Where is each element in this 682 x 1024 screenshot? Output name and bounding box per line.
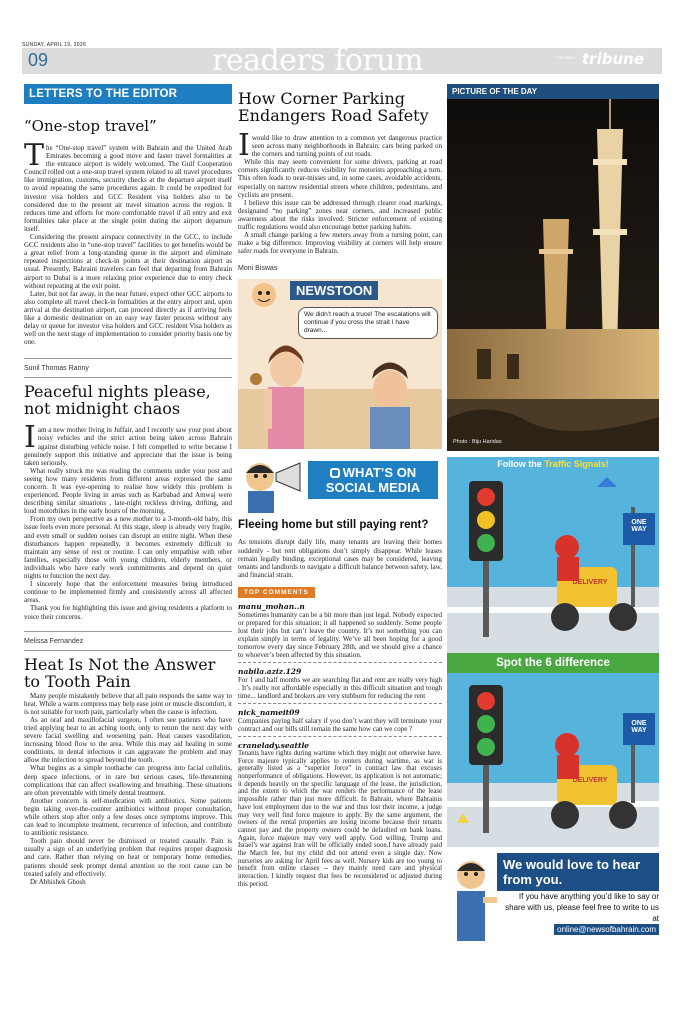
social-media-banner — [238, 455, 442, 515]
label-line: SOCIAL MEDIA — [325, 480, 421, 496]
puzzle-image-bottom — [447, 673, 659, 847]
letter-one-stop-travel — [24, 118, 232, 378]
traffic-scene-illustration-variant — [447, 673, 659, 847]
right-column — [447, 84, 659, 953]
contact-banner: We would love to hear from you. — [497, 853, 659, 891]
top-comments-label: TOP COMMENTS — [238, 587, 315, 598]
divider — [24, 358, 232, 359]
section-title: readers forum — [212, 43, 423, 78]
paragraph: am a new mother living in Juffair, and I recently saw your post about noisy vehicles and the strict action being taken across Bahrain against disturbing vehicle noise. I felt compelled to write because I genuinely support this initiative and appreciate that the issue is being taken seriously. — [24, 426, 232, 467]
newstoon-cartoon — [238, 279, 442, 449]
divider — [238, 703, 442, 704]
paragraph: What really struck me was reading the comments under your post and seeing how many residents from different areas expressed the same concern. It was eye-opening to realise how widely this problem is experienced. People living in areas such as Karbabad and Amwaj were describing similar situations , late-night reckless driving, drifting, and loud motorbikes in the early hours of the morning. — [24, 466, 232, 516]
paragraph: I sincerely hope that the enforcement measures being introduced continue to be implemented firmly and consistently across all affected areas. — [24, 580, 232, 605]
middle-column — [238, 84, 442, 889]
comment — [238, 741, 442, 889]
letter-corner-parking — [238, 90, 442, 272]
contact-box — [447, 853, 659, 953]
page-number: 09 — [28, 50, 49, 70]
letters-header: LETTERS TO THE EDITOR — [24, 84, 232, 104]
comment — [238, 667, 442, 704]
article-title: “One-stop travel” — [24, 117, 157, 135]
byline: Dr Abhishek Ghosh — [30, 877, 86, 886]
comment-author: nabila.aziz.129 — [238, 666, 302, 676]
minaret-photo — [447, 99, 659, 451]
delivery-box-label: DELIVERY — [572, 777, 608, 784]
post-title: Fleeing home but still paying rent? — [238, 519, 429, 532]
byline: Sunil Thomas Ranny — [24, 365, 89, 373]
article-title: Peaceful nights please, not midnight chaos — [24, 382, 211, 419]
social-post — [238, 519, 442, 888]
contact-message: If you have anything you’d like to say or share with us, please feel free to write to us at — [505, 892, 659, 923]
comment — [238, 708, 442, 737]
letter-tooth-pain — [24, 656, 232, 886]
comment-text: For 1 and half months we are searching flat and rent are really very high . It’s really not affordable especially in this difficult situation and tough time... landlord and brokers are very stubborn for reducing the rent — [238, 675, 442, 700]
comment-text: Tenants have rights during wartime which they might not otherwise have. Force majeure typically applies to renters during wartime, as war is generally listed as a “superior force” in contract law that excuses nonperformance of obligations. However, its application is not automatic; it depends heavily on the specific language of the lease, the jurisdiction, and the extent to which the war renders the performance of the lease impossible rather than just more difficult. In Bahrain, where Bahrainis have lost employment due to the war and thus lost their income, a judge may very well find force majeure to apply. By the same argument, the owners of the rental properties are losing income because their tenants cannot pay and the property owners could be defaulted on bank loans. Again, force majeure may very well apply. God willing, Trump and Israel’s war against Iran will be officially ended soon.I have already paid the March fee, but my child did not attend even a single day. Now nurseries are asking for April fees as well. Nursery kids are too young to benefit from online classes -- they mainly need care and physical interaction. I kindly request that fees be reconsidered or adjusted during this period. — [238, 749, 442, 888]
picture-of-the-day-photo — [447, 99, 659, 451]
dropcap: T — [24, 138, 45, 173]
post-intro: As tensions disrupt daily life, many tenants are leaving their homes suddenly - but rent obligations don’t simply disappear. While leases remain legally binding, exceptional cases may be considered, leaving tenants and landlords to navigate a difficult balance between safety, law, and financial strain. — [238, 538, 442, 579]
puzzle-image-top — [447, 457, 659, 653]
social-media-label — [308, 461, 438, 499]
contact-email[interactable]: online@newsofbahrain.com — [554, 924, 659, 935]
paragraph: I believe this issue can be addressed through clearer road markings, designated “no parking” zones near corners, and increased public awareness about the risks involved. Stricter enforcement of existing traffic regulations would also encourage better parking habits. — [238, 198, 442, 232]
paragraph: While this may seem convenient for some drivers, parking at road corners significantly reduces visibility for motorists approaching a turn. This often leads to near-misses and, in some cases, avoidable accidents, especially on narrow residential streets where children, pedestrians, and cyclists are present. — [238, 158, 442, 199]
spot-the-difference-banner: Spot the 6 difference — [447, 653, 659, 673]
puzzle-title — [447, 459, 659, 469]
one-way-sign: ONE WAY — [631, 519, 647, 533]
one-way-sign: ONE WAY — [631, 720, 647, 734]
photo-credit: Photo : Biju Haridas — [453, 439, 502, 445]
article-body — [24, 138, 232, 347]
paragraph: he “One-stop travel” system with Bahrain and the United Arab Emirates becoming a good move and faster travel formalities at the entrance airport is widely welcomed. The Gulf Cooperation Council rolled out a one-stop travel system related to all travel procedures like immigration, customs, security checks at the departure airport itself to avoid repeating the same procedures again. It could be expedited for investor visa holders and GCC Resident visa holders also to be considered due to the present air travel situation across the region. It reduces time and efforts for more comfortable travel if all entry and exit formalities take place at the single point during the airport departure itself. — [24, 144, 232, 233]
letters-column — [24, 84, 232, 886]
paragraph: As an oral and maxillofacial surgeon, I often see patients who have tried applying heat to an aching tooth, only to return the next day with severe facial swelling and worsening pain. Heat causes vasodilation, increasing blood flow to the area. While this may aid healing in some conditions, in dental infections it can aggravate the problem and may allow the infection to spread beyond the tooth. — [24, 715, 232, 765]
paragraph: A small change parking a few meters away from a turning point, can make a big difference. Improving visibility at corners will help ensure safer roads for everyone in Bahrain. — [238, 231, 442, 256]
byline: Moni Biswas — [238, 265, 278, 273]
paragraph: Tooth pain should never be dismissed or treated casually. Pain is usually a sign of an underlying problem that requires proper diagnosis and care. Rather than relying on heat or temporary home remedies, patients should seek prompt dental attention so the root cause can be treated safely and effectively. — [24, 837, 232, 878]
paragraph: Another concern is self-medication with antibiotics. Some patients begin taking over-the-counter antibiotics without proper consultation, while others stop after only a few doses once symptoms improve. This can lead to incomplete treatment, recurrence of infection, and contribute to antibiotic resistance. — [24, 796, 232, 838]
comment-author: nick_nameit09 — [238, 707, 300, 717]
paragraph: What begins as a simple toothache can progress into facial cellulitis, deep space infections, or in rare but serious cases, life-threatening complications that can affect swallowing and breathing. These situations are often preventable with timely dental treatment. — [24, 764, 232, 797]
divider — [24, 631, 232, 632]
comment-author: manu_mohan..n — [238, 601, 305, 611]
article-body — [24, 420, 232, 621]
dateline: SUNDAY, APRIL 19, 2026 — [22, 42, 87, 48]
picture-of-the-day-header: PICTURE OF THE DAY — [447, 84, 659, 99]
comment-author: cranelady.seattle — [238, 740, 310, 750]
divider — [238, 736, 442, 737]
brand-prefix: THE DAILY — [555, 55, 576, 60]
byline: Melissa Fernandez — [24, 637, 84, 645]
comment-text: Sometimes humanity can be a bit more than just legal. Nobody expected or prepared for this situation; it all happened so suddenly. Some people lost their jobs but can’t leave the country. It’s not something you can explain simply in terms of legality. We’ve all been hoping for a good tomorrow every day since February 28th, and we should give a chance to whoever’s been affected by this situation. — [238, 610, 442, 659]
paragraph: Many people mistakenly believe that all pain responds the same way to heat. While a warm compress may help ease joint or muscle discomfort, it is not suitable for tooth pain, particularly when the cause is infection. — [24, 691, 232, 716]
comment-text: Companies paying half salary if you don’t want they will terminate your contract and our bills still remain the same how can we cope ? — [238, 716, 442, 733]
paragraph: Later, but not far away, in the near future, expect other GCC airports to also complete all travel check-in formalities at the entry airport and, upon arrival at the destination airport, can proceed directly as if arriving feels like a domestic destination on an easy way faster process without any delay or queue for investor visa holders and GCC resident Visa holders as well on the next stage of implementation to consider priority basis one by one. — [24, 289, 232, 347]
article-title: How Corner Parking Endangers Road Safety — [238, 89, 429, 125]
paragraph: would like to draw attention to a common yet dangerous practice seen across many neighborhoods in Bahrain: cars being parked on the corners and turning points of cut roads. — [251, 134, 442, 159]
delivery-box-label: DELIVERY — [572, 579, 608, 586]
dropcap: I — [238, 128, 250, 163]
divider — [238, 662, 442, 663]
comment — [238, 602, 442, 663]
paragraph: Considering the present airspace connectivity in the GCC, to include GCC residents also in “one-stop travel” facilities to get benefits would be a great relief from a long-standing queue in the airport and eliminate repeated inspections at check-in points at their destination airport as usual. Presently, Bahraini travelers can feel that departing from Bahrain airport to Dubai is a more relaxing prior experience due to entry check without repeating at the exit point. — [24, 233, 232, 290]
mascot-pointing-icon — [447, 853, 499, 953]
divider — [24, 650, 232, 651]
divider — [24, 377, 232, 378]
title-highlight: Traffic Signals! — [544, 459, 609, 469]
article-body — [24, 692, 232, 886]
contact-text — [505, 891, 659, 935]
label-line: WHAT’S ON — [342, 465, 417, 481]
cartoon-illustration — [238, 279, 442, 449]
dropcap: I — [24, 420, 36, 456]
title-prefix: Follow the — [497, 459, 545, 469]
newstoon-label: NEWSTOON — [290, 281, 378, 300]
brand-logo: tribune — [582, 50, 644, 68]
paragraph: From my own perspective as a new mother to a 3-month-old baby, this issue feels even more personal. At this stage, sleep is already very fragile, and even small or sudden noises can disrupt an entire night. When these disturbances happen repeatedly, it becomes extremely difficult to maintain any sense of rest or routine. I can only empathise with other families, especially those with young children, elderly members, or individuals who have early work commitments and depend on quiet nights to function the next day. — [24, 515, 232, 581]
instagram-icon — [330, 468, 340, 478]
article-title: Heat Is Not the Answer to Tooth Pain — [24, 654, 216, 691]
speech-bubble: We didn’t reach a truce! The escalations will continue if you cross the strait I have drawn... — [298, 307, 438, 339]
traffic-scene-illustration — [447, 457, 659, 653]
megaphone-mascot-icon — [238, 455, 308, 515]
article-body — [238, 128, 442, 256]
paragraph: Thank you for highlighting this issue and giving residents a platform to voice their concerns. — [24, 604, 232, 621]
letter-peaceful-nights — [24, 383, 232, 650]
